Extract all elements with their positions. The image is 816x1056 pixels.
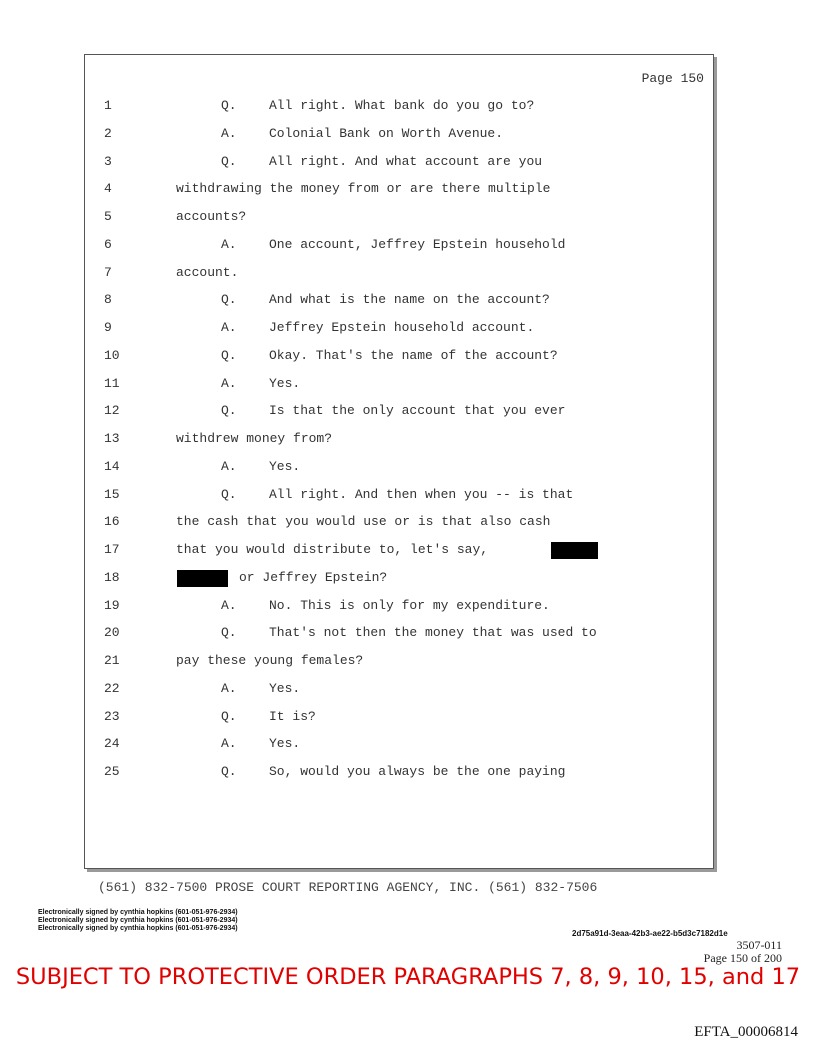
- transcript-line: [84, 403, 704, 423]
- line-text: One account, Jeffrey Epstein household: [269, 236, 566, 252]
- speaker-label: A.: [221, 736, 237, 752]
- line-number: 2: [104, 125, 112, 141]
- line-text: accounts?: [176, 209, 247, 224]
- transcript-line: [84, 625, 704, 645]
- line-number: 14: [104, 458, 120, 474]
- line-text: And what is the name on the account?: [269, 292, 550, 308]
- transcript-line: [84, 126, 704, 146]
- transcript-line: [84, 709, 704, 729]
- speaker-label: A.: [221, 236, 237, 252]
- line-text: It is?: [269, 708, 316, 724]
- court-reporting-footer: (561) 832-7500 PROSE COURT REPORTING AGENCY, INC. (561) 832-7506: [98, 880, 598, 895]
- redaction-box: [177, 570, 228, 587]
- line-number: 9: [104, 320, 112, 335]
- line-number: 15: [104, 486, 120, 502]
- line-number: 20: [104, 625, 120, 641]
- transcript-line: [84, 542, 704, 562]
- line-number: 11: [104, 375, 120, 391]
- transcript-line: [84, 764, 704, 784]
- page-of-total: Page 150 of 200: [703, 951, 782, 965]
- line-number: 5: [104, 209, 112, 224]
- line-text: withdrawing the money from or are there multiple: [176, 181, 551, 197]
- transcript-line: [84, 459, 704, 479]
- line-text: Colonial Bank on Worth Avenue.: [269, 125, 504, 141]
- line-number: 10: [104, 347, 120, 363]
- transcript-line: [84, 653, 704, 673]
- document-hash: 2d75a91d-3eaa-42b3-ae22-b5d3c7182d1e: [572, 929, 728, 938]
- speaker-label: Q.: [221, 153, 237, 169]
- speaker-label: A.: [221, 125, 237, 141]
- transcript-line: [84, 320, 704, 340]
- line-text: Yes.: [269, 736, 301, 752]
- transcript-line: [84, 681, 704, 701]
- speaker-label: Q.: [221, 403, 237, 419]
- bates-number: EFTA_00006814: [694, 1024, 798, 1040]
- transcript-line: [84, 598, 704, 618]
- line-number: 12: [104, 403, 120, 419]
- line-number: 21: [104, 653, 120, 668]
- transcript-line: [84, 265, 704, 285]
- speaker-label: Q.: [221, 764, 237, 779]
- transcript-line: [84, 292, 704, 312]
- line-text: All right. And then when you -- is that: [269, 486, 574, 502]
- line-text: That's not then the money that was used to: [269, 625, 597, 641]
- transcript-line: [84, 181, 704, 201]
- signature-line: Electronically signed by cynthia hopkins (601-051-976-2934): [38, 909, 238, 916]
- line-text: or Jeffrey Epstein?: [239, 569, 388, 585]
- transcript-line: [84, 209, 704, 229]
- line-text: All right. And what account are you: [269, 153, 543, 169]
- line-text: Is that the only account that you ever: [269, 403, 566, 419]
- line-number: 4: [104, 181, 112, 197]
- line-text: All right. What bank do you go to?: [269, 98, 535, 113]
- transcript-line: [84, 736, 704, 756]
- transcript-line: [84, 154, 704, 174]
- line-number: 7: [104, 264, 112, 280]
- speaker-label: Q.: [221, 486, 237, 502]
- speaker-label: Q.: [221, 625, 237, 641]
- signature-line: Electronically signed by cynthia hopkins (601-051-976-2934): [38, 925, 238, 932]
- speaker-label: A.: [221, 680, 237, 696]
- line-text: No. This is only for my expenditure.: [269, 597, 550, 613]
- line-number: 6: [104, 236, 112, 252]
- transcript-line: [84, 348, 704, 368]
- redaction-box: [551, 542, 598, 559]
- transcript-line: [84, 431, 704, 451]
- speaker-label: Q.: [221, 292, 237, 308]
- line-number: 25: [104, 764, 120, 779]
- line-text: account.: [176, 264, 239, 280]
- line-number: 23: [104, 708, 120, 724]
- line-number: 16: [104, 514, 120, 530]
- speaker-label: A.: [221, 375, 237, 391]
- line-text: that you would distribute to, let's say,: [176, 542, 489, 557]
- line-text: Jeffrey Epstein household account.: [269, 320, 535, 335]
- line-number: 22: [104, 680, 120, 696]
- transcript-line: [84, 98, 704, 118]
- transcript-line: [84, 570, 704, 590]
- speaker-label: Q.: [221, 347, 237, 363]
- line-number: 3: [104, 153, 112, 169]
- speaker-label: A.: [221, 458, 237, 474]
- protective-order-notice: SUBJECT TO PROTECTIVE ORDER PARAGRAPHS 7, 8, 9, 10, 15, and 17: [15, 964, 801, 990]
- speaker-label: Q.: [221, 98, 237, 113]
- line-text: pay these young females?: [176, 653, 364, 668]
- speaker-label: A.: [221, 320, 237, 335]
- line-text: Okay. That's the name of the account?: [269, 347, 558, 363]
- line-number: 1: [104, 98, 112, 113]
- line-number: 17: [104, 542, 120, 557]
- exhibit-number: 3507-011: [736, 938, 782, 952]
- speaker-label: A.: [221, 597, 237, 613]
- line-number: 24: [104, 736, 120, 752]
- line-number: 18: [104, 569, 120, 585]
- line-text: So, would you always be the one paying: [269, 764, 566, 779]
- signature-line: Electronically signed by cynthia hopkins (601-051-976-2934): [38, 917, 238, 924]
- page-number-label: Page 150: [641, 71, 704, 86]
- line-text: the cash that you would use or is that also cash: [176, 514, 551, 530]
- line-text: Yes.: [269, 375, 301, 391]
- transcript-line: [84, 514, 704, 534]
- speaker-label: Q.: [221, 708, 237, 724]
- transcript-line: [84, 237, 704, 257]
- transcript-line: [84, 487, 704, 507]
- transcript-line: [84, 376, 704, 396]
- line-number: 13: [104, 431, 120, 446]
- line-number: 19: [104, 597, 120, 613]
- line-text: withdrew money from?: [176, 431, 333, 446]
- line-number: 8: [104, 292, 112, 308]
- line-text: Yes.: [269, 680, 301, 696]
- line-text: Yes.: [269, 458, 301, 474]
